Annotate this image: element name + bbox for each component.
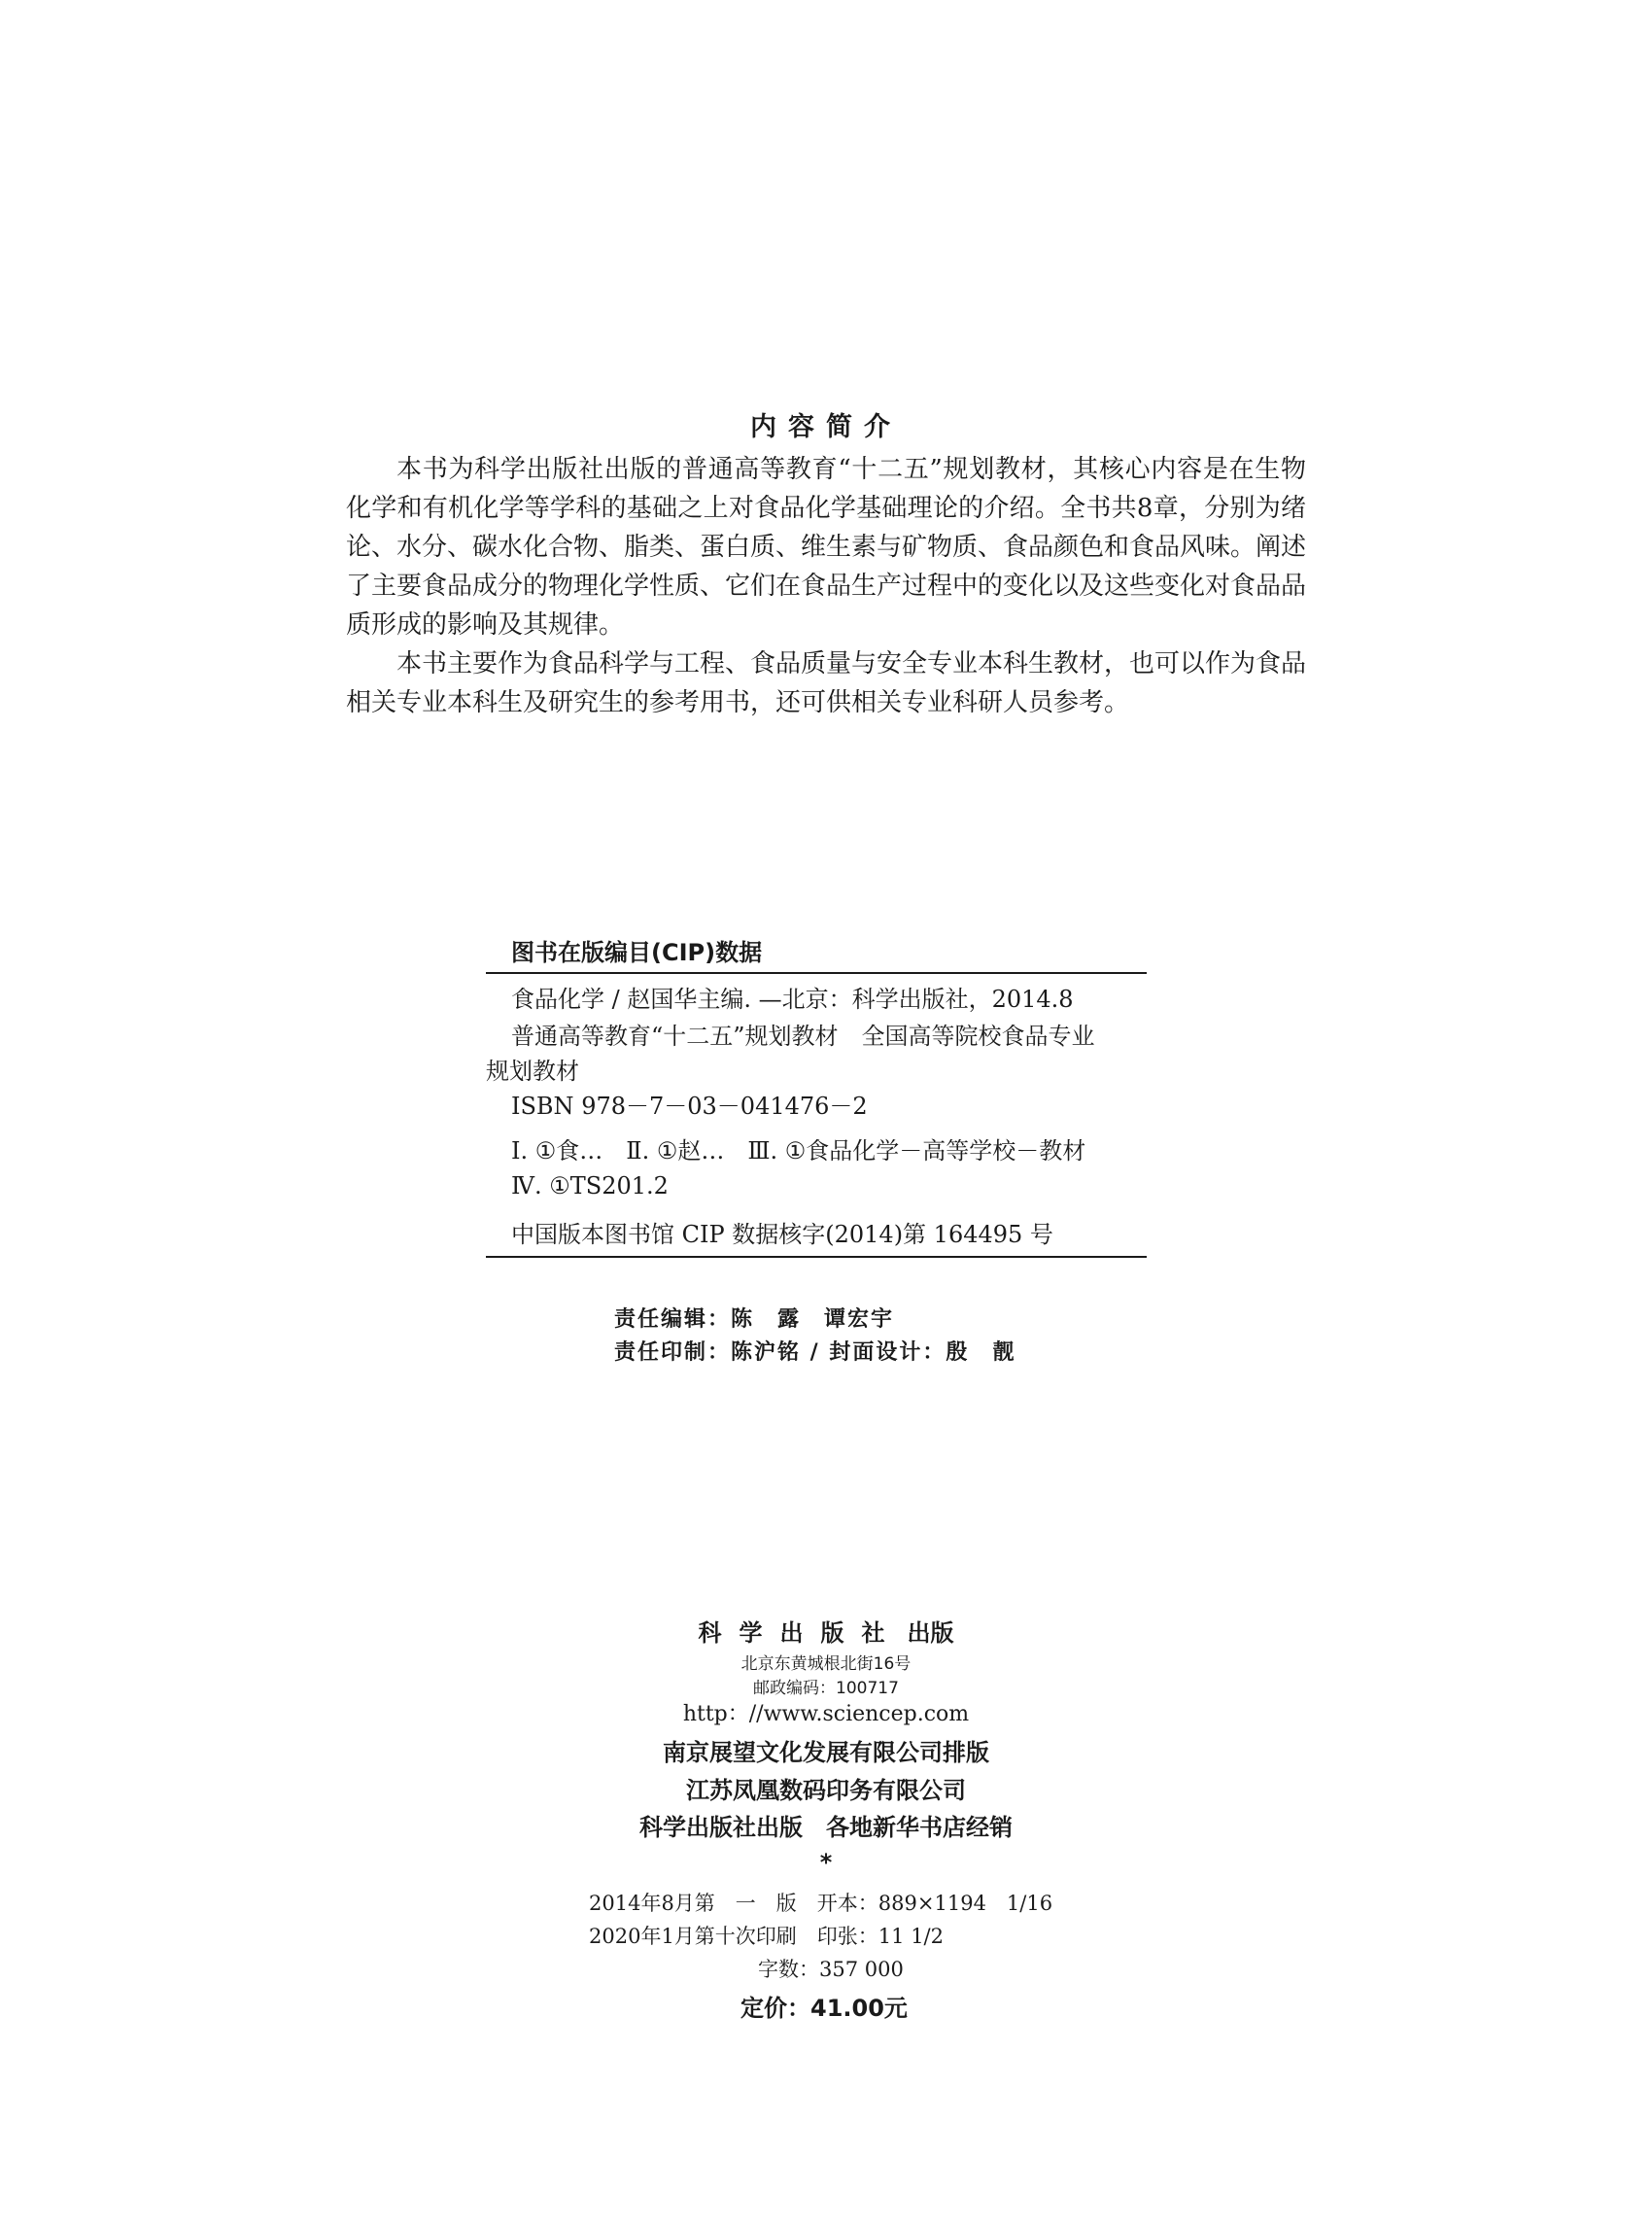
cip-line-1: 食品化学 / 赵国华主编. —北京：科学出版社，2014.8 [511, 986, 1074, 1013]
cip-line-2: 普通高等教育“十二五”规划教材 全国高等院校食品专业 [511, 1023, 1095, 1050]
intro-paragraph-1: 本书为科学出版社出版的普通高等教育“十二五”规划教材，其核心内容是在生物化学和有机化学等学科的基础之上对食品化学基础理论的介绍。全书共8章，分别为绪论、水分、碳水化合物、脂类、蛋白质、维生素与矿物质、食品颜色和食品风味。阐述了主要食品成分的物理化学性质、它们在食品生产过程中的变化以及这些变化对食品品质形成的影响及其规律。 [346, 455, 1307, 640]
typesetter: 南京展望文化发展有限公司排版 [663, 1739, 989, 1766]
price: 定价：41.00元 [740, 1995, 908, 2022]
printer: 江苏凤凰数码印务有限公司 [686, 1777, 966, 1804]
publisher-address: 北京东黄城根北街16号 [740, 1654, 912, 1674]
publisher-line [0, 1614, 1652, 1648]
intro-paragraph-2: 本书主要作为食品科学与工程、食品质量与安全专业本科生教材，也可以作为食品相关专业本科生及研究生的参考用书，还可供相关专业科研人员参考。 [346, 649, 1307, 717]
separator-star: * [819, 1849, 833, 1876]
spec-word-count: 字数：357 000 [758, 1958, 904, 1981]
editors-line-2: 责任印制：陈沪铭 / 封面设计：殷 靓 [614, 1340, 1016, 1365]
cip-title: 图书在版编目(CIP)数据 [511, 939, 763, 966]
editors-line-1: 责任编辑：陈 露 谭宏宇 [614, 1307, 895, 1332]
cip-library-number: 中国版本图书馆 CIP 数据核字(2014)第 164495 号 [511, 1221, 1053, 1248]
spec-edition: 2014年8月第 一 版 开本：889×1194 1/16 [589, 1892, 1053, 1915]
cip-line-3: 规划教材 [486, 1058, 579, 1085]
distribution: 科学出版社出版 各地新华书店经销 [639, 1814, 1013, 1841]
cip-top-rule [486, 972, 1147, 974]
publisher-name: 科学出版社 [698, 1619, 903, 1647]
publisher-postcode: 邮政编码：100717 [753, 1679, 899, 1698]
cip-class-2: Ⅳ. ①TS201.2 [511, 1172, 669, 1199]
spec-printing: 2020年1月第十次印刷 印张：11 1/2 [589, 1925, 944, 1948]
cip-isbn: ISBN 978－7－03－041476－2 [511, 1093, 868, 1120]
cip-bottom-rule [486, 1256, 1147, 1258]
cip-class-1: Ⅰ. ①食… Ⅱ. ①赵… Ⅲ. ①食品化学－高等学校－教材 [511, 1137, 1086, 1165]
intro-title: 内容简介 [750, 412, 902, 442]
publisher-url: http：//www.sciencep.com [682, 1702, 970, 1726]
publisher-suffix: 出版 [907, 1619, 954, 1647]
